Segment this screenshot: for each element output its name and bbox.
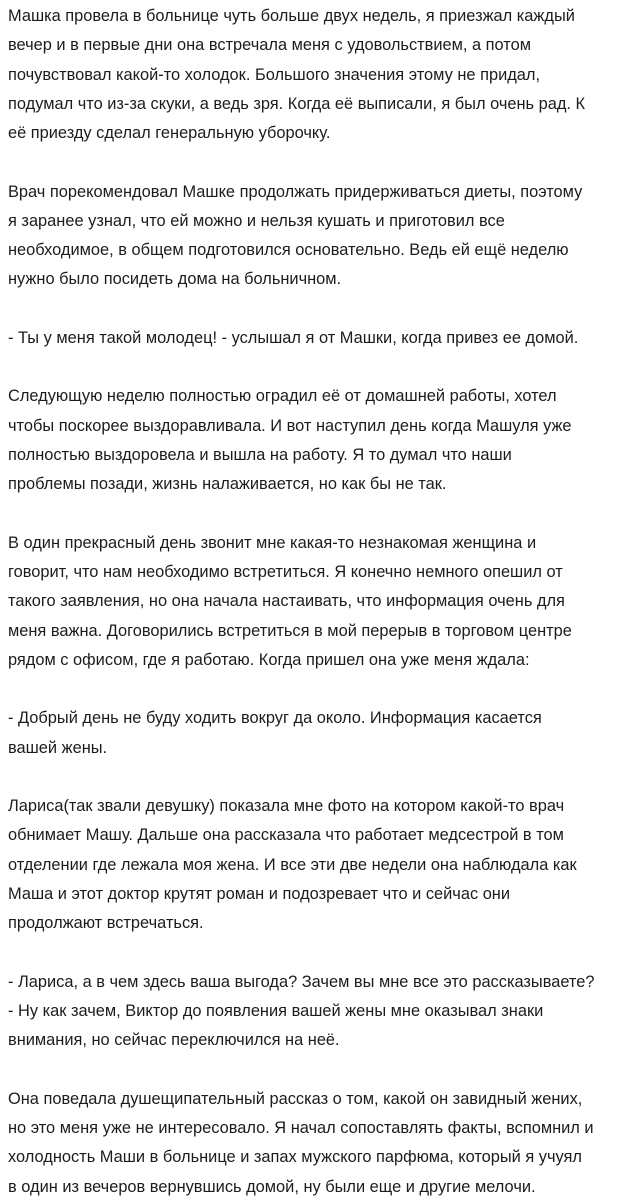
paragraph <box>8 792 638 938</box>
text-line: отделении где лежала моя жена. И все эти две недели она наблюдала как <box>8 855 577 874</box>
text-line: - Ты у меня такой молодец! - услышал я от Машки, когда привез ее домой. <box>8 328 579 347</box>
text-line: вашей жены. <box>8 738 108 757</box>
text-line: В один прекрасный день звонит мне какая-то незнакомая женщина и <box>8 533 537 552</box>
text-line: Маша и этот доктор крутят роман и подозревает что и сейчас они <box>8 884 511 903</box>
text-line: необходимое, в общем подготовился основательно. Ведь ей ещё неделю <box>8 241 569 260</box>
text-line: проблемы позади, жизнь налаживается, но как бы не так. <box>8 475 447 494</box>
text-line: холодность Маши в больнице и запах мужского парфюма, который я учуял <box>8 1148 582 1167</box>
paragraph <box>8 704 638 763</box>
text-line: такого заявления, но она начала настаивать, что информация очень для <box>8 592 565 611</box>
text-line: - Ну как зачем, Виктор до появления вашей жены мне оказывал знаки <box>8 1002 544 1021</box>
text-line: чтобы поскорее выздоравливала. И вот наступил день когда Машуля уже <box>8 416 572 435</box>
text-line: говорит, что нам необходимо встретиться. Я конечно немного опешил от <box>8 563 563 582</box>
text-line: Машка провела в больнице чуть больше двух недель, я приезжал каждый <box>8 7 575 25</box>
text-line: подумал что из-за скуки, а ведь зря. Когда её выписали, я был очень рад. К <box>8 94 586 113</box>
text-line: но это меня уже не интересовало. Я начал сопоставлять факты, вспомнил и <box>8 1119 594 1138</box>
text-line: рядом с офисом, где я работаю. Когда пришел она уже меня ждала: <box>8 650 530 669</box>
text-line: - Лариса, а в чем здесь ваша выгода? Зачем вы мне все это рассказываете? <box>8 972 595 991</box>
text-line: обнимает Машу. Дальше она рассказала что работает медсестрой в том <box>8 826 564 845</box>
text-line: Следующую неделю полностью оградил её от домашней работы, хотел <box>8 387 557 406</box>
text-line: внимания, но сейчас переключился на неё. <box>8 1031 340 1050</box>
text-line: Врач порекомендовал Машке продолжать придерживаться диеты, поэтому <box>8 182 583 201</box>
text-line: Она поведала душещипательный рассказ о том, какой он завидный жених, <box>8 1089 583 1108</box>
text-line: в один из вечеров вернувшись домой, ну были еще и другие мелочи. <box>8 1177 536 1196</box>
text-line: полностью выздоровела и вышла на работу. Я то думал что наши <box>8 445 512 464</box>
text-line: почувствовал какой-то холодок. Большого значения этому не придал, <box>8 65 541 84</box>
paragraph <box>8 529 638 675</box>
text-line: её приезду сделал генеральную уборочку. <box>8 124 331 143</box>
paragraph <box>8 382 638 499</box>
text-line: Лариса(так звали девушку) показала мне фото на котором какой-то врач <box>8 797 565 816</box>
text-line: вечер и в первые дни она встречала меня с удовольствием, а потом <box>8 36 532 55</box>
paragraph <box>8 2 638 148</box>
text-line: меня важна. Договорились встретиться в мой перерыв в торговом центре <box>8 621 572 640</box>
text-line: нужно было посидеть дома на больничном. <box>8 270 342 289</box>
text-line: я заранее узнал, что ей можно и нельзя кушать и приготовил все <box>8 211 505 230</box>
paragraph <box>8 968 638 1056</box>
text-line: продолжают встречаться. <box>8 914 204 933</box>
paragraph <box>8 324 638 353</box>
text-line: - Добрый день не буду ходить вокруг да около. Информация касается <box>8 709 542 728</box>
paragraph <box>8 1085 638 1202</box>
paragraph <box>8 178 638 295</box>
